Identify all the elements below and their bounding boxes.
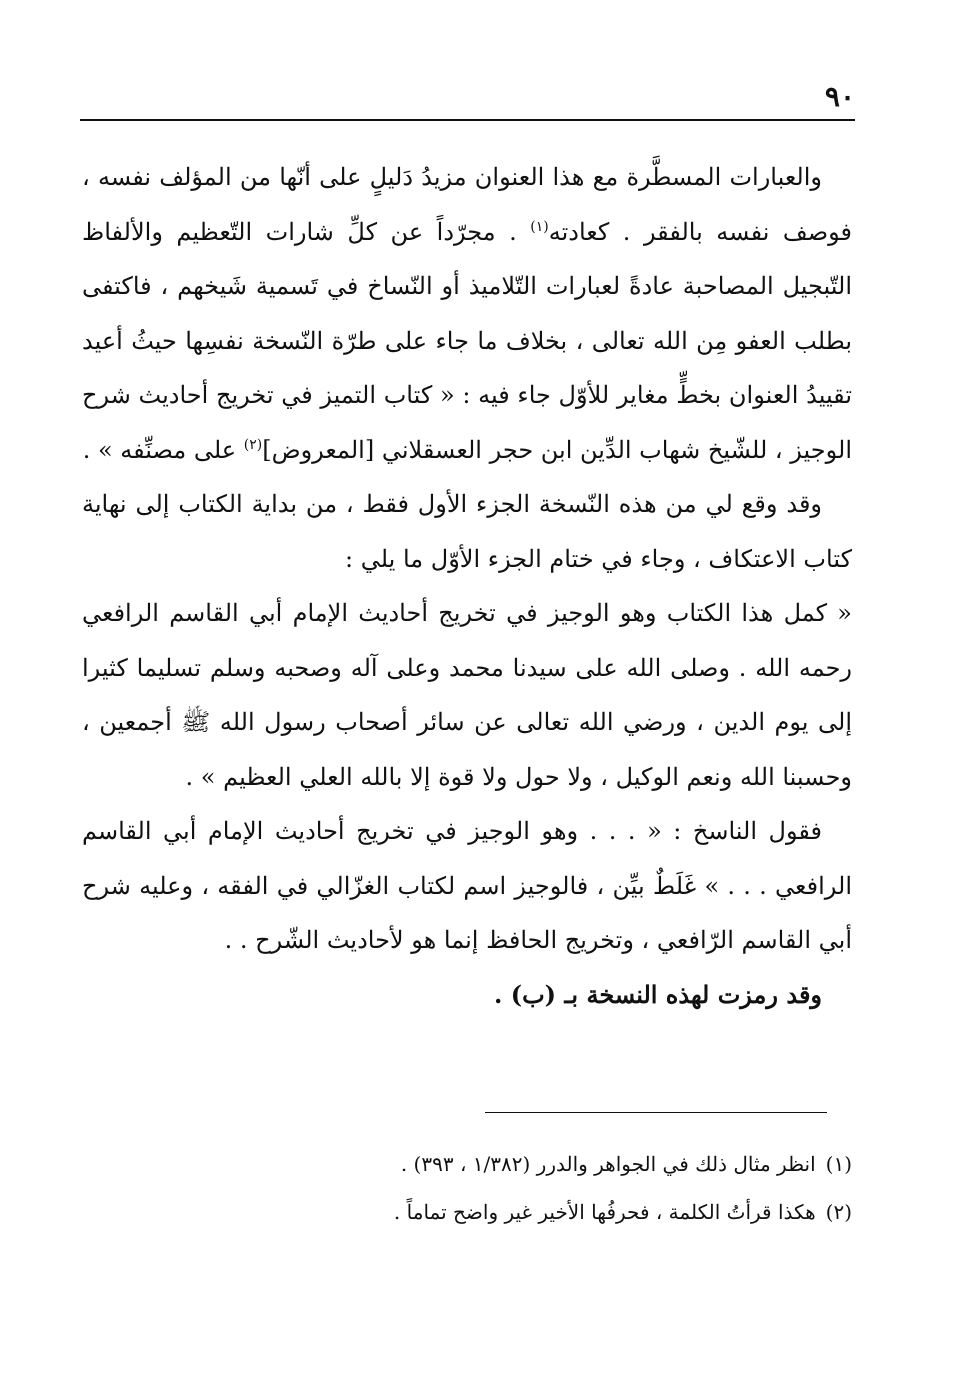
footnote-2-number: (٢) [825, 1200, 852, 1224]
paragraph-2: وقد وقع لي من هذه النّسخة الجزء الأول فقط ، من بداية الكتاب إلى نهاية كتاب الاعتكاف ، وجاء في ختام الجزء الأوّل ما يلي : [82, 490, 852, 573]
header-rule [80, 119, 855, 121]
footnote-1-number: (١) [825, 1152, 852, 1176]
paragraph-1 [82, 150, 852, 477]
paragraph-1-text-3: على مصنِّفه » . [82, 435, 237, 464]
page-number: ٩٠ [824, 80, 855, 113]
footnote-2-text: هكذا قرأتُ الكلمة ، فحرفُها الأخير غير واضح تماماً . [393, 1200, 816, 1224]
footnote-rule [485, 1112, 827, 1113]
paragraph-1-text-2: . مجرّداً عن كلِّ شارات التّعظيم والألفاظ التّبجيل المصاحبة عادةً لعبارات التّلاميذ أو النّساخ في تَسمية شَيخهم ، فاكتفى بطلب العفو مِن الله تعالى ، بخلاف ما جاء على طرّة النّسخة نفسِها حيثُ أعيد تقييدُ العنوان بخطٍّ مغاير للأوّل جاء فيه : « كتاب التميز في تخريج أحاديث شرح الوجيز ، للشّيخ شهاب الدِّين ابن حجر العسقلاني [المعروض] [82, 217, 853, 464]
footnotes [120, 1140, 852, 1236]
paragraph-5: وقد رمزت لهذه النسخة بـ (ب) . [494, 979, 822, 1009]
main-text [82, 150, 852, 1022]
footnote-2 [120, 1188, 852, 1236]
quote-paragraph: « كمل هذا الكتاب وهو الوجيز في تخريج أحاديث الإمام أبي القاسم الرافعي رحمه الله . وصلى الله على سيدنا محمد وعلى آله وصحبه وسلم تسليما كثيرا إلى يوم الدين ، ورضي الله تعالى عن سائر أصحاب رسول الله ﷺ أجمعين ، وحسبنا الله ونعم الوكيل ، ولا حول ولا قوة إلا بالله العلي العظيم » . [82, 599, 853, 791]
paragraph-4: فقول الناسخ : « . . . وهو الوجيز في تخريج أحاديث الإمام أبي القاسم الرافعي . . . » غَلَطٌ بيِّن ، فالوجيز اسم لكتاب الغزّالي في الفقه ، وعليه شرح أبي القاسم الرّافعي ، وتخريج الحافظ إنما هو لأحاديث الشّرح . . [82, 817, 852, 954]
footnote-ref-1: (١) [530, 218, 549, 235]
paragraph-1-text: والعبارات المسطَّرة مع هذا العنوان مزيدُ دَليلٍ على أنّها من المؤلف نفسه ، فوصف نفسه بالفقر . كعادته [82, 163, 852, 246]
footnote-1-text: انظر مثال ذلك في الجواهر والدرر (١/٣٨٢ ، ٣٩٣) . [400, 1152, 816, 1176]
footnote-1 [120, 1140, 852, 1188]
footnote-ref-2: (٢) [243, 436, 263, 453]
